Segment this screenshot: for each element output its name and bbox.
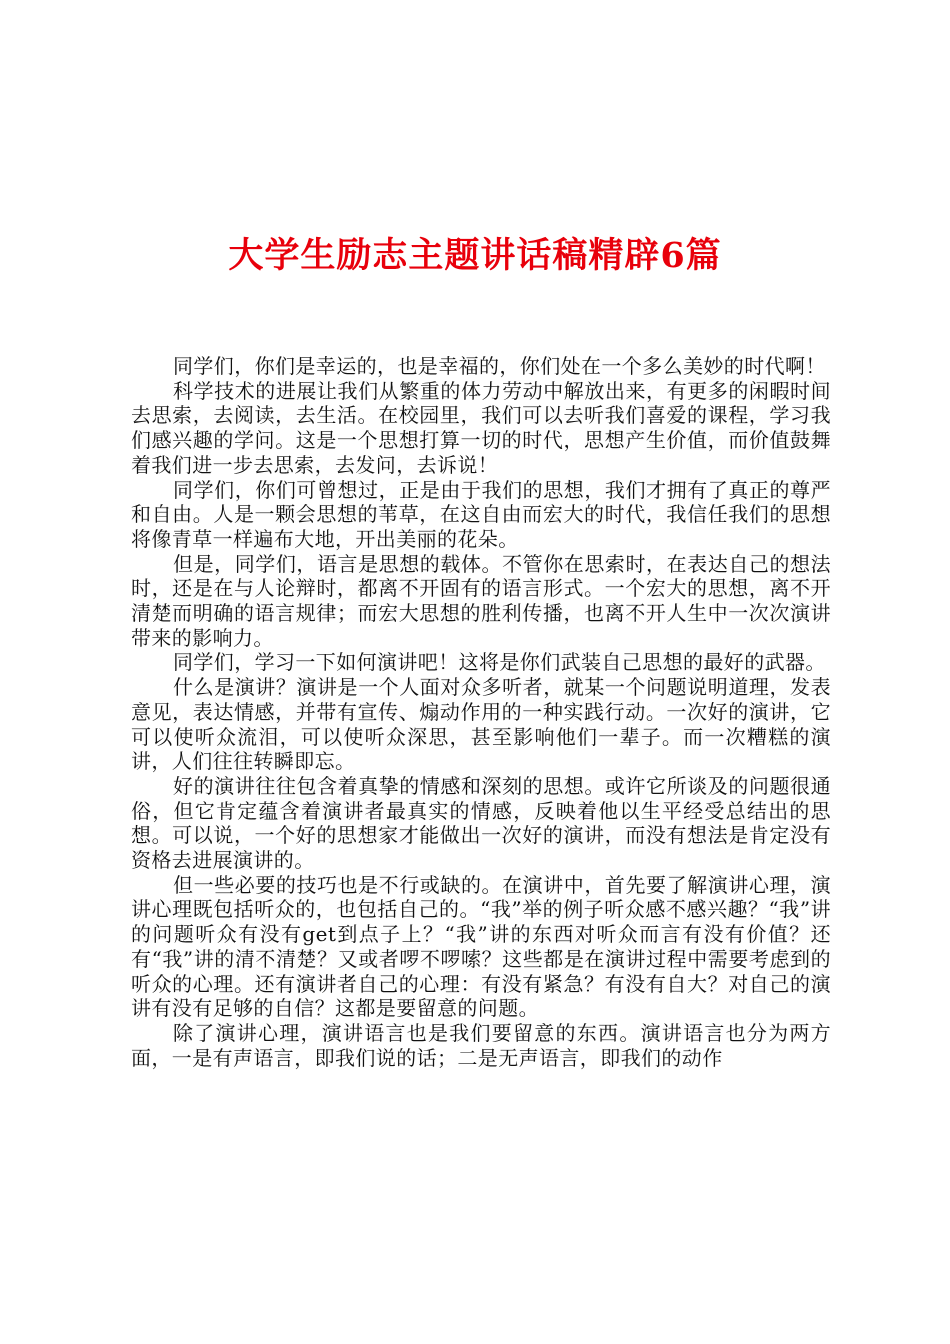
paragraph: 同学们，你们是幸运的，也是幸福的，你们处在一个多么美妙的时代啊！ — [173, 354, 826, 378]
paragraph: 除了演讲心理，演讲语言也是我们要留意的东西。演讲语言也分为两方面，一是有声语言，即我们说的话；二是无声语言，即我们的动作 — [131, 1020, 831, 1070]
paragraph: 同学们，学习一下如何演讲吧！这将是你们武装自己思想的最好的武器。 — [173, 650, 826, 675]
paragraph: 同学们，你们可曾想过，正是由于我们的思想，我们才拥有了真正的尊严和自由。人是一颗会思想的苇草，在这自由而宏大的时代，我信任我们的思想将像青草一样遍布大地，开出美丽的花朵。 — [131, 477, 831, 551]
paragraph: 但是，同学们，语言是思想的载体。不管你在思索时，在表达自己的想法时，还是在与人论辩时，都离不开固有的语言形式。一个宏大的思想，离不开清楚而明确的语言规律；而宏大思想的胜利传播，也离不开人生中一次次演讲带来的影响力。 — [131, 551, 831, 650]
document-body — [131, 354, 831, 1070]
document-title: 大学生励志主题讲话稿精辟6篇 — [228, 235, 722, 277]
paragraph: 但一些必要的技巧也是不行或缺的。在演讲中，首先要了解演讲心理，演讲心理既包括听众的，也包括自己的。“我”举的例子听众感不感兴趣？“我”讲的问题听众有没有get到点子上？“我”讲的东西对听众而言有没有价值？还有“我”讲的清不清楚？又或者啰不啰嗦？这些都是在演讲过程中需要考虑到的听众的心理。还有演讲者自己的心理：有没有紧急？有没有自大？对自己的演讲有没有足够的自信？这都是要留意的问题。 — [131, 872, 831, 1021]
paragraph: 好的演讲往往包含着真挚的情感和深刻的思想。或许它所谈及的问题很通俗，但它肯定蕴含着演讲者最真实的情感，反映着他以生平经受总结出的思想。可以说，一个好的思想家才能做出一次好的演讲，而没有想法是肯定没有资格去进展演讲的。 — [131, 773, 831, 873]
paragraph: 什么是演讲？演讲是一个人面对众多听者，就某一个问题说明道理，发表意见，表达情感，并带有宣传、煽动作用的一种实践行动。一次好的演讲，它可以使听众流泪，可以使听众深思，甚至影响他们一辈子。而一次糟糕的演讲，人们往往转瞬即忘。 — [131, 675, 831, 774]
paragraph: 科学技术的进展让我们从繁重的体力劳动中解放出来，有更多的闲暇时间去思索，去阅读，去生活。在校园里，我们可以去听我们喜爱的课程，学习我们感兴趣的学问。这是一个思想打算一切的时代，思想产生价值，而价值鼓舞着我们进一步去思索，去发问，去诉说！ — [131, 378, 831, 477]
